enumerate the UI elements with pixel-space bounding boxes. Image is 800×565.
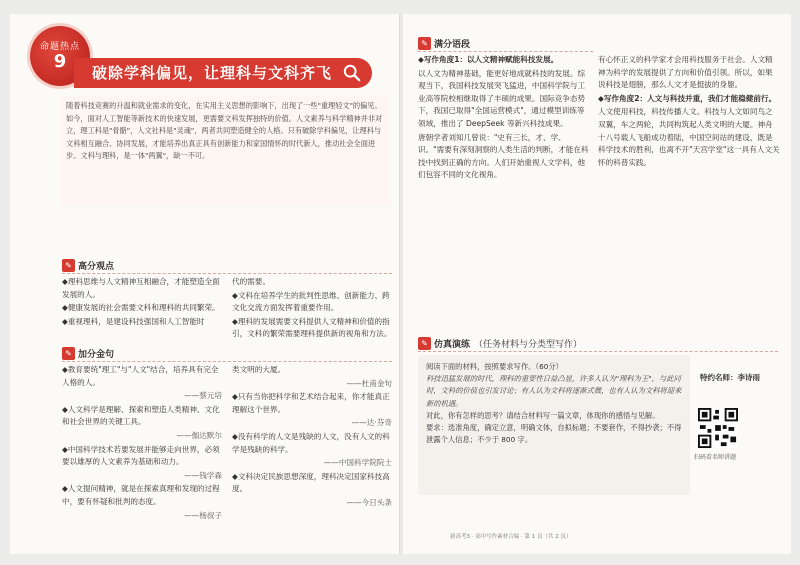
practice-prompt: 阅读下面的材料，按照要求写作。（60分） — [426, 362, 563, 371]
quote-item: ◆没有科学的人文是残缺的人文，没有人文的科学是残缺的科学。 — [232, 431, 390, 454]
practice-requirements: 要求：选准角度，确定立意，明确文体，自拟标题；不要套作，不得抄袭；不得泄露个人信息；不少于 800 字。 — [426, 423, 682, 445]
badge-label: 命题热点 — [39, 42, 80, 52]
section-quotes-title: 加分金句 — [78, 349, 115, 360]
section-quotes-head — [62, 346, 392, 360]
topic-title: 破除学科偏见，让理科与文科齐飞 — [74, 58, 372, 88]
section-practice-title: 仿真演练 — [434, 339, 471, 350]
section-views-head — [62, 258, 392, 272]
section-material-head — [418, 36, 593, 50]
pen-icon: ✎ — [418, 337, 431, 350]
qr-code-icon[interactable] — [698, 408, 738, 448]
intro-text: 随着科技竞赛的升温和就业需求的变化，在实用主义思想的影响下，出现了一些"重理轻文"的偏见。如今，面对人工智能等新技术的快速发展，更需要文科发挥独特的价值。人文素养与科学精神并非对立，理工科是"骨骼"，人文社科是"灵魂"，两者共同塑造健全的人格。只有破除学科偏见，让理科与文科相互融合、协同发展，才能培养出真正具有创新能力和家国情怀的时代新人，推动社会全面进步。文科与理科，是一体"两翼"，缺一不可。 — [60, 96, 390, 206]
material-para: 唐朝学者刘知几曾说："史有三长，才、学、识。"需要有深刻洞察的人类生活的判断，才能在科技中找到正确的方向。人们开始重视人文学科，他们包容不同的文化视角。 — [418, 132, 589, 180]
material-para: 有心怀正义的科学家才会用科技服务于社会。人文精神为科学的发展提供了方向和价值引领。所以，如果说科技是翅膀，那么人文才是挺拔的身躯。 — [598, 55, 773, 90]
pen-icon: ✎ — [62, 259, 75, 272]
views-left-col — [62, 276, 222, 329]
quote-item: ◆只有当你把科学和艺术结合起来，你才能真正理解这个世界。 — [232, 392, 390, 414]
views-right-col — [232, 276, 392, 342]
view-item: ◆文科在培养学生的批判性思维、创新能力、跨文化交流方面发挥着重要作用。 — [232, 290, 390, 313]
pen-icon: ✎ — [62, 347, 75, 360]
magnifier-icon — [343, 64, 361, 82]
view-item: ◆理科思维与人文精神互相融合，才能塑造全面发展的人。 — [62, 277, 220, 299]
material-para: 人文使用科技，科技传播人文。科技与人文如同鸟之双翼，车之两轮，共同构筑起人类文明的大厦。神舟十八号载人飞船成功着陆，中国空间站的建设，既是科学技术的胜利，也离不开"天宫学堂"这一具有人文关怀的科普实践。 — [598, 107, 780, 167]
quote-item: ◆中国科学技术若要发展并能够走向世界，必须要以雄厚的人文素养为基础和动力。 — [62, 444, 220, 467]
quote-source: ——蔡元培 — [184, 391, 222, 401]
practice-quote: 科技迅猛发展的时代，理科的重要性日益凸显，许多人认为"理科为王"，与此同时，文科的价值也引发讨论；有人认为文科将逐渐式微，也有人认为文科将迎来新的机遇。 — [426, 374, 682, 408]
quote-source: ——杨叔子 — [184, 510, 222, 520]
quote-source: ——达·芬奇 — [351, 418, 392, 428]
pen-icon: ✎ — [418, 37, 431, 50]
material-right-col — [598, 54, 780, 340]
quote-item: ◆文科决定民族思想深度，理科决定国家科技高度。 — [232, 471, 390, 494]
material-left-col — [418, 54, 590, 340]
material-angle: ◆写作角度2：人文与科技并重，我们才能稳健前行。 — [598, 93, 777, 103]
quote-item: ◆人文提问精神，就是在探索真理和发现的过程中，要有怀疑和批判的态度。 — [62, 484, 220, 506]
quote-item: ◆人文科学是理解、探索和塑造人类精神、文化和社会世界的关键工具。 — [62, 404, 220, 427]
quotes-right-col — [232, 364, 392, 511]
page-footer: 新高考3 · 高中写作素材合编 · 第 1 页（共 2 页） — [450, 534, 572, 540]
quote-item: ◆教育要统"理工"与"人文"结合，培养具有完全人格的人。 — [62, 365, 219, 387]
practice-box — [418, 355, 690, 495]
view-item: ◆理科的发展需要文科提供人文精神和价值的指引，文科的繁荣需要理科提供新的视角和方法。 — [232, 316, 392, 339]
material-para: 以人文为精神基础，能更好地成就科技的发展。综观当下，我国科技发展突飞猛进，中国科学院与工业高等院校相继取得了丰硕的成果。国际竞争态势下，我国已取得"全国运营模式"，通过模型训练等领域，推出了 DeepSeek 等新兴科技成果。 — [418, 68, 586, 128]
section-practice-head — [418, 336, 778, 350]
teacher-name: 特约名师：李诗雨 — [700, 373, 760, 382]
quote-source: ——钱学森 — [184, 470, 222, 480]
view-item: ◆健康发展的社会需要文科和理科的共同繁荣。 — [62, 303, 220, 313]
material-angle: ◆写作角度1：以人文精神赋能科技发展。 — [418, 55, 559, 64]
qr-caption: 扫码看名师讲题 — [694, 454, 737, 461]
badge-number: 9 — [53, 51, 67, 72]
quote-source: ——伽达默尔 — [176, 430, 222, 440]
quote-item: 类文明的大厦。 — [232, 365, 286, 374]
view-item: ◆重视理科，是建设科技强国和人工智能时 — [62, 316, 205, 326]
practice-question: 对此，你有怎样的思考？请结合材料写一篇文章，体现你的感悟与见解。 — [426, 410, 660, 420]
quote-source: ——今日头条 — [346, 497, 392, 507]
quotes-left-col — [62, 364, 222, 523]
quote-source: ——中国科学院院士 — [323, 458, 392, 468]
section-practice-subtitle: （任务材料与分类型写作） — [474, 339, 583, 350]
section-views-title: 高分观点 — [78, 261, 115, 272]
quote-source: ——杜甫金句 — [346, 378, 392, 388]
section-material-title: 满分语段 — [434, 39, 471, 50]
view-item: 代的需要。 — [232, 277, 270, 286]
